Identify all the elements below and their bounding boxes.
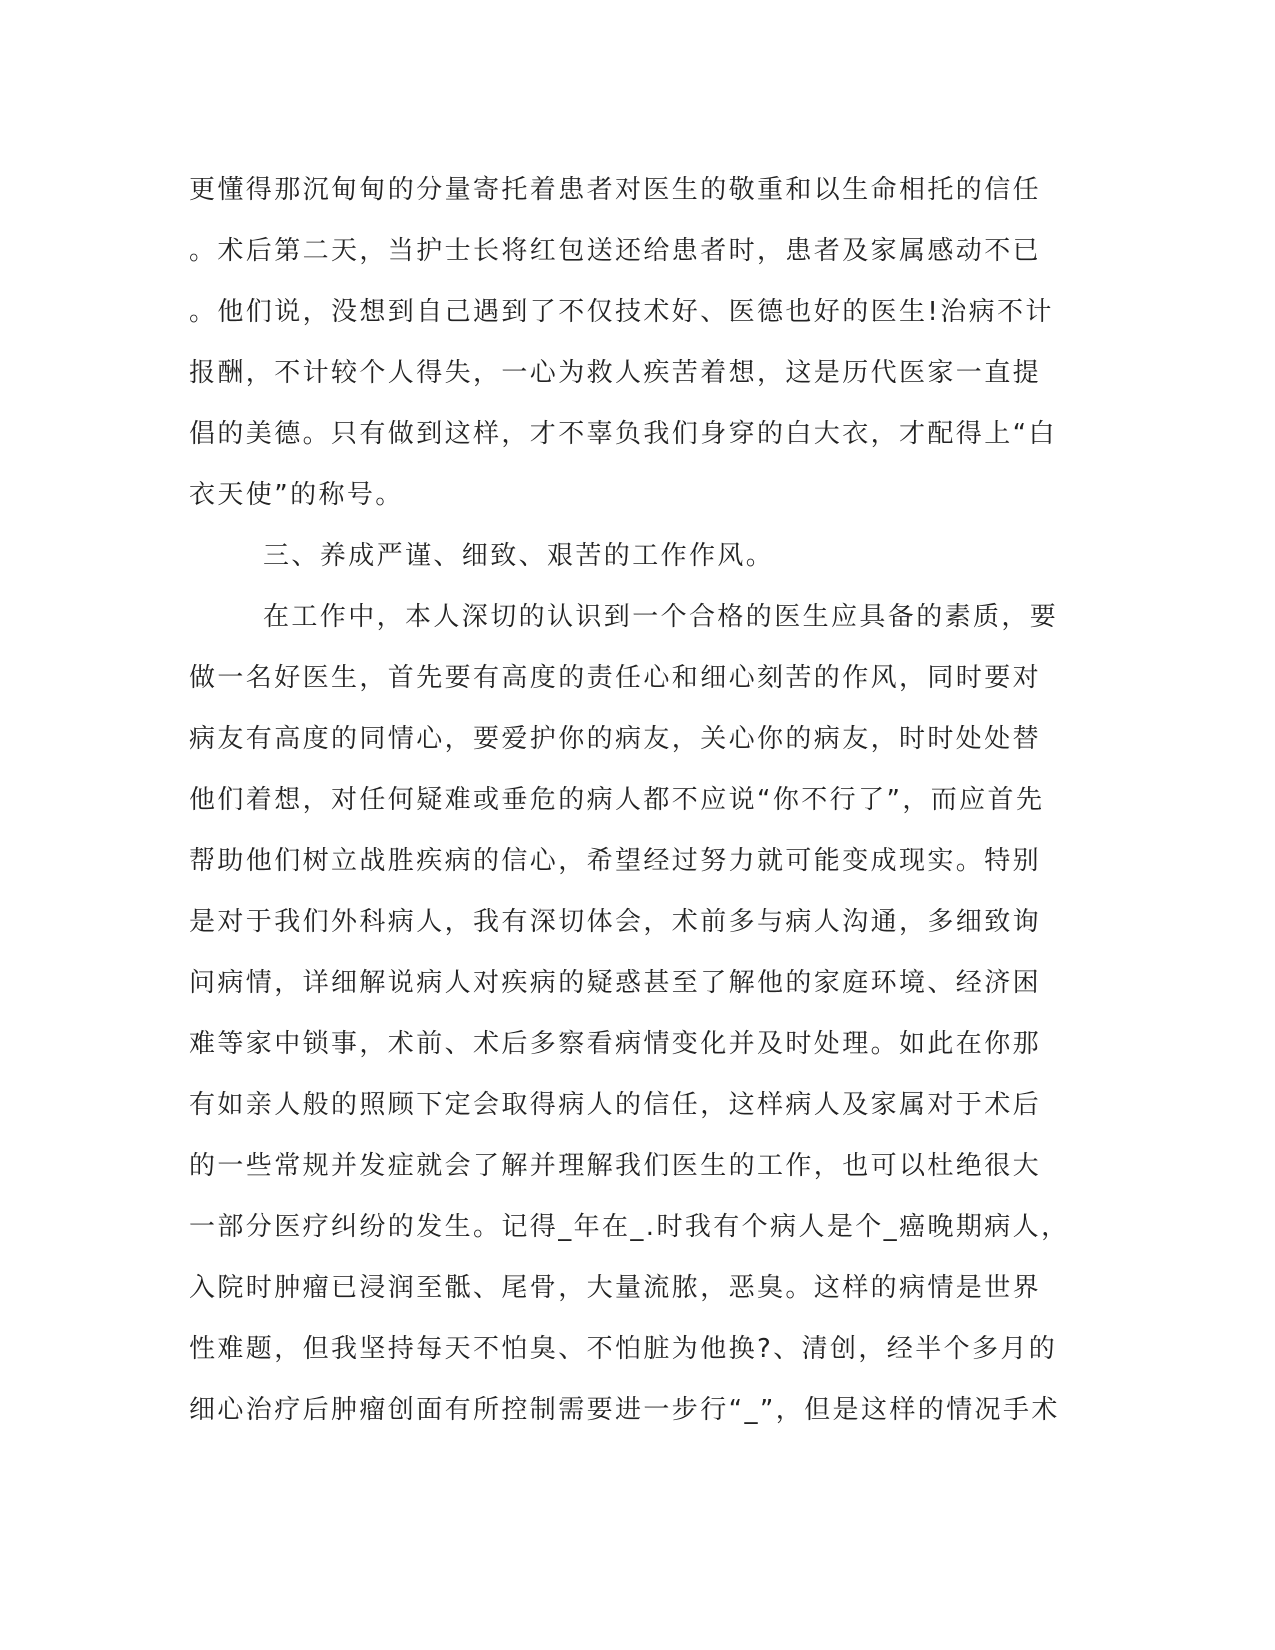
text-line-11: 他们着想，对任何疑难或垂危的病人都不应说“你不行了”，而应首先 — [189, 785, 1045, 815]
document-body — [189, 160, 1079, 1441]
text-line-16: 有如亲人般的照顾下定会取得病人的信任，这样病人及家属对于术后 — [189, 1090, 1042, 1120]
text-line-1: 更懂得那沉甸甸的分量寄托着患者对医生的敬重和以生命相托的信任 — [189, 175, 1042, 205]
text-line-18: 一部分医疗纠纷的发生。记得_年在_.时我有个病人是个_癌晚期病人， — [189, 1212, 1070, 1242]
text-line-5: 倡的美德。只有做到这样，才不辜负我们身穿的白大衣，才配得上“白 — [189, 419, 1057, 449]
text-line-17: 的一些常规并发症就会了解并理解我们医生的工作，也可以杜绝很大 — [189, 1151, 1042, 1181]
text-line-9: 做一名好医生，首先要有高度的责任心和细心刻苦的作风，同时要对 — [189, 663, 1042, 693]
paragraph-start: 在工作中，本人深切的认识到一个合格的医生应具备的素质，要 — [263, 602, 1059, 632]
text-line-20: 性难题，但我坚持每天不怕臭、不怕脏为他换?、清创，经半个多月的 — [189, 1334, 1058, 1364]
text-line-10: 病友有高度的同情心，要爱护你的病友，关心你的病友，时时处处替 — [189, 724, 1042, 754]
text-line-6: 衣天使”的称号。 — [189, 480, 404, 510]
text-line-13: 是对于我们外科病人，我有深切体会，术前多与病人沟通，多细致询 — [189, 907, 1042, 937]
text-line-3: 。他们说，没想到自己遇到了不仅技术好、医德也好的医生!治病不计 — [189, 297, 1054, 327]
text-line-4: 报酬，不计较个人得失，一心为救人疾苦着想，这是历代医家一直提 — [189, 358, 1042, 388]
text-line-12: 帮助他们树立战胜疾病的信心，希望经过努力就可能变成现实。特别 — [189, 846, 1042, 876]
section-heading: 三、养成严谨、细致、艰苦的工作作风。 — [263, 541, 775, 571]
text-line-14: 问病情，详细解说病人对疾病的疑惑甚至了解他的家庭环境、经济困 — [189, 968, 1042, 998]
text-line-19: 入院时肿瘤已浸润至骶、尾骨，大量流脓，恶臭。这样的病情是世界 — [189, 1273, 1042, 1303]
text-line-15: 难等家中锁事，术前、术后多察看病情变化并及时处理。如此在你那 — [189, 1029, 1042, 1059]
text-line-21: 细心治疗后肿瘤创面有所控制需要进一步行“_”，但是这样的情况手术 — [189, 1395, 1060, 1425]
text-line-2: 。术后第二天，当护士长将红包送还给患者时，患者及家属感动不已 — [189, 236, 1042, 266]
